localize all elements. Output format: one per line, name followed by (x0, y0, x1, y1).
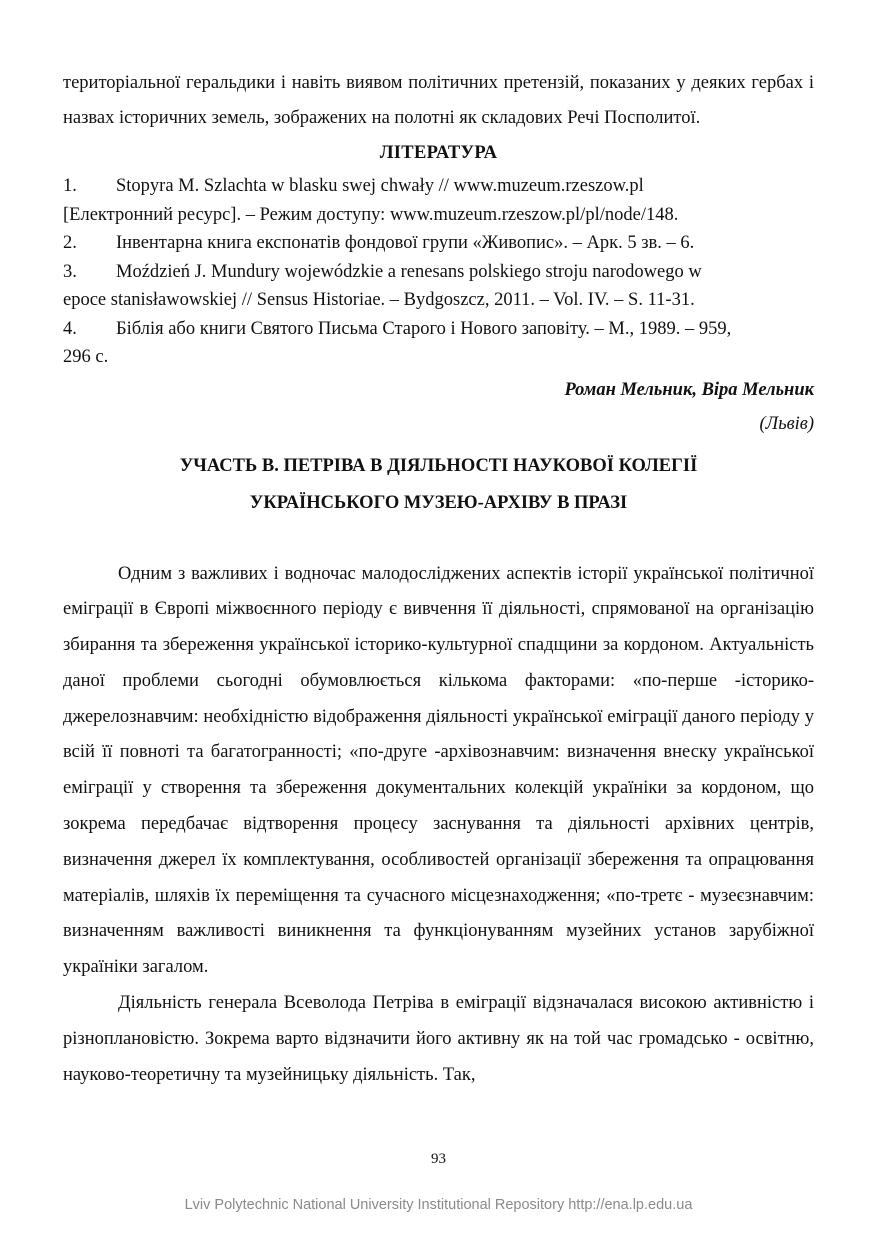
article-title-line2: УКРАЇНСЬКОГО МУЗЕЮ-АРХІВУ В ПРАЗІ (249, 492, 628, 513)
document-page (63, 66, 814, 1093)
reference-item (63, 258, 814, 315)
reference-item (63, 172, 814, 229)
article-city: (Львів) (759, 413, 814, 434)
intro-paragraph: територіальної геральдики і навіть виявом політичних претензій, показаних у деяких гербах і назвах історичних земель, зображених на полотні як складових Речі Посполитої. (63, 73, 814, 128)
reference-item (63, 229, 814, 258)
reference-text: Інвентарна книга експонатів фондової групи «Живопис». – Арк. 5 зв. – 6. (116, 233, 695, 253)
reference-item (63, 315, 814, 372)
literature-heading: ЛІТЕРАТУРА (379, 143, 498, 163)
reference-number: 3. (63, 261, 77, 282)
reference-text: Біблія або книги Святого Письма Старого і Нового заповіту. – М., 1989. – 959, (116, 318, 732, 339)
reference-number: 2. (63, 233, 77, 253)
article-authors: Роман Мельник, Віра Мельник (564, 379, 814, 400)
reference-text-continued: epoce stanisławowskiej // Sensus Historiae. – Bydgoszcz, 2011. – Vol. IV. – S. 11-31. (63, 290, 695, 310)
body-paragraph-1: Одним з важливих і водночас малодосліджених аспектів історії української політичної еміграції в Європі міжвоєнного періоду є вивчення її діяльності, спрямованої на організацію збирання та збереження української історико-культурної спадщини за кордоном. Актуальність даної проблеми сьогодні обумовлюється кількома факторами: «по-перше -історико-джерелознавчим: необхідністю відображення діяльності української еміграції даного періоду у всій її повноті та багатогранності; «по-друге -архівознавчим: визначення внеску української еміграції у створення та збереження документальних колекцій україніки за кордоном, що зокрема передбачає відтворення процесу заснування та діяльності архівних центрів, визначення джерел їх комплектування, особливостей організації збереження та опрацювання матеріалів, шляхів їх переміщення та сучасного місцезнаходження; «по-третє - музеєзнавчим: визначенням важливості виникнення та функціонуванням музейних установ зарубіжної україніки загалом. (63, 563, 814, 978)
reference-number: 1. (63, 176, 77, 196)
reference-number: 4. (63, 318, 77, 339)
reference-list (63, 172, 814, 372)
reference-text-continued: [Електронний ресурс]. – Режим доступу: www.muzeum.rzeszow.pl/pl/node/148. (63, 204, 679, 225)
reference-text: Stopyra M. Szlachta w blasku swej chwały // www.muzeum.rzeszow.pl (116, 176, 644, 196)
page-number: 93 (431, 1151, 446, 1167)
body-paragraph-2: Діяльність генерала Всеволода Петріва в еміграції відзначалася високою активністю і різноплановістю. Зокрема варто відзначити його активну як на той час громадсько - освітню, науково-теоретичну та музейницьку діяльність. Так, (63, 993, 814, 1085)
article-title (63, 448, 814, 522)
reference-text: Moździeń J. Mundury wojewódzkie a renesans polskiego stroju narodowego w (116, 261, 702, 282)
article-title-line1: УЧАСТЬ В. ПЕТРІВА В ДІЯЛЬНОСТІ НАУКОВОЇ КОЛЕГІЇ (179, 455, 698, 476)
reference-text-continued: 296 с. (63, 347, 109, 367)
repository-footer: Lviv Polytechnic National University Institutional Repository http://ena.lp.edu.ua (184, 1197, 693, 1213)
